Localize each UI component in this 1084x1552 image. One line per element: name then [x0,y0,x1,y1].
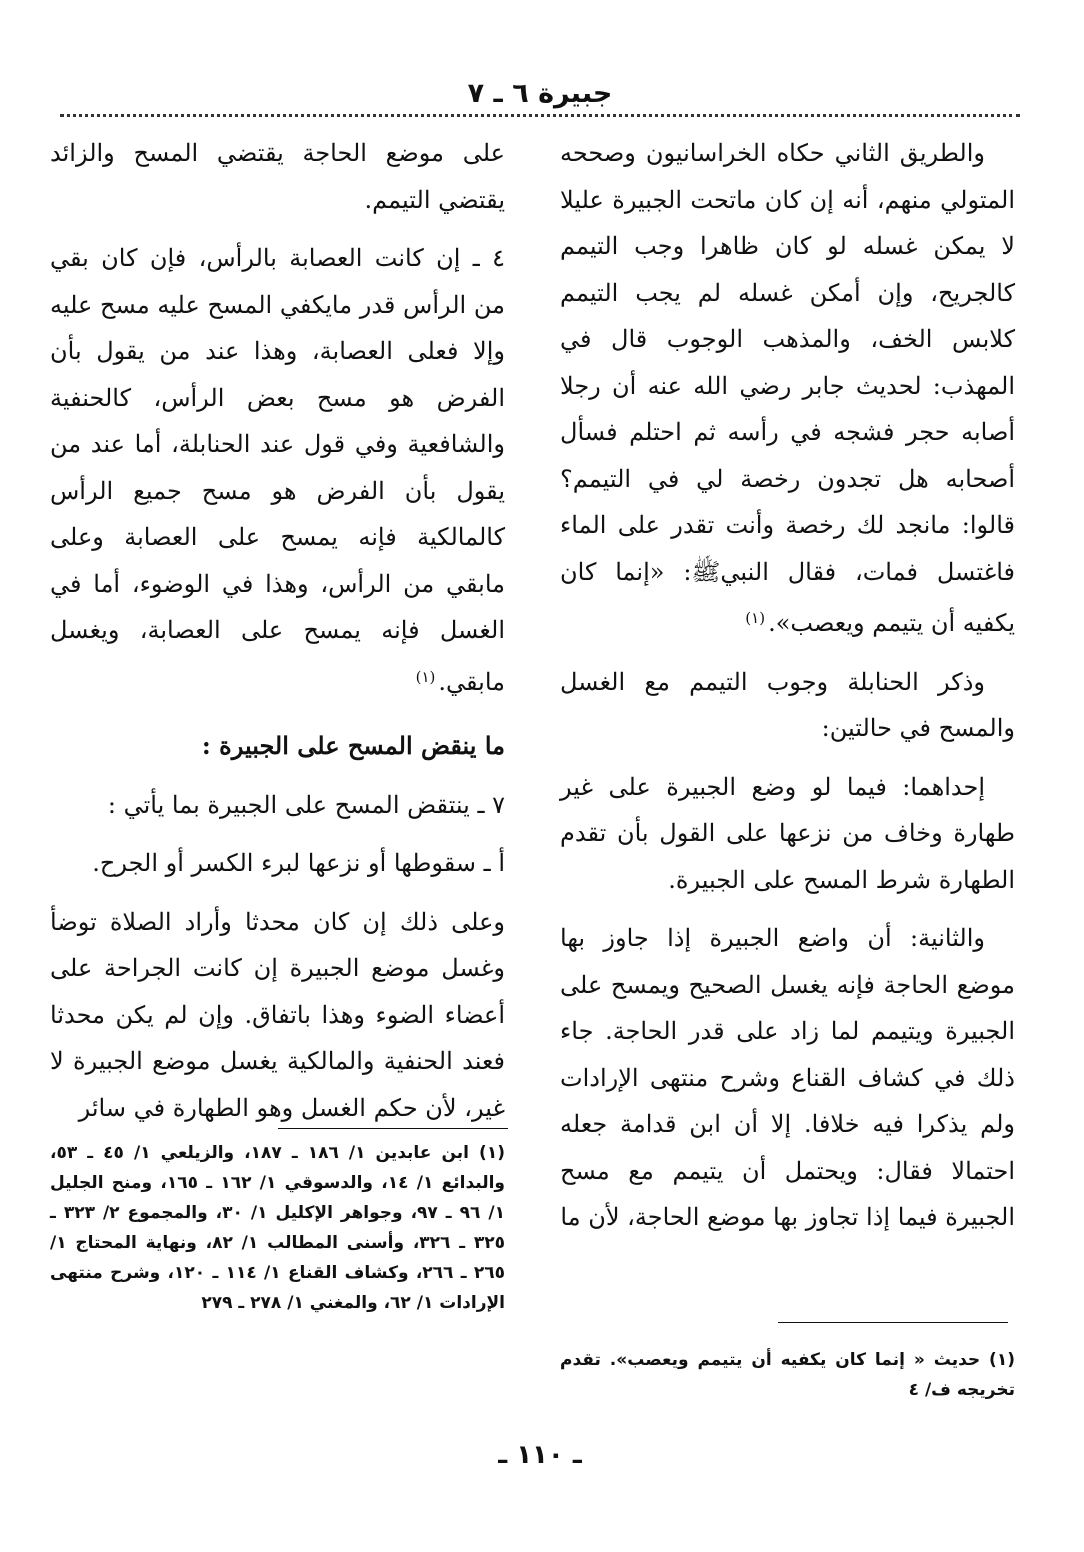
right-paragraph-2: وذكر الحنابلة وجوب التيمم مع الغسل والمسح في حالتين: [560,667,1015,742]
page-number: ـ ١١٠ ـ [498,1440,582,1470]
section-heading: ما ينقض المسح على الجبيرة : [201,731,505,760]
left-paragraph-2: ٤ ـ إن كانت العصابة بالرأس، فإن كان بقي من الرأس قدر مايكفي المسح عليه مسح عليه وإلا فعلى العصابة، وهذا عند من يقول بأن الفرض هو مسح بعض الرأس، كالحنفية والشافعية وفي قول عند الحنابلة، أما عند من يقول بأن الفرض هو مسح جميع الرأس كالمالكية فإنه يمسح على العصابة وعلى مابقي من الرأس، وهذا في الوضوء، أما في الغسل فإنه يمسح على العصابة، ويغسل مابقي.$^{(١)}$ [50,244,505,696]
left-paragraph-5: وعلى ذلك إن كان محدثا وأراد الصلاة توضأ وغسل موضع الجبيرة إن كانت الجراحة على أعضاء الضوء وهذا باتفاق. وإن لم يكن محدثا فعند الحنفية والمالكية يغسل موضع الجبيرة لا غير، لأن حكم الغسل وهو الطهارة في سائر [50,907,505,1122]
right-paragraph-3: إحداهما: فيما لو وضع الجبيرة على غير طهارة وخاف من نزعها على القول بأن تقدم الطهارة شرط المسح على الجبيرة. [560,772,1015,894]
page-header-title: جبيرة ٦ ـ ٧ [467,78,613,109]
header-dotted-rule [60,114,1020,117]
left-paragraph-1: على موضع الحاجة يقتضي المسح والزائد يقتضي التيمم. [50,139,505,214]
left-paragraph-4: أ ـ سقوطها أو نزعها لبرء الكسر أو الجرح. [92,849,505,877]
footnote-right: (١) حديث « إنما كان يكفيه أن يتيمم ويعصب». تقدم تخريجه ف/ ٤ [560,1350,1015,1400]
footnote-divider-right [778,1322,1008,1323]
footnote-ref: (١) [415,667,436,686]
footnote-ref: (١) [745,609,766,627]
right-column [560,130,1015,1241]
footnote-divider-left [278,1128,508,1129]
left-paragraph-3: ٧ ـ ينتقض المسح على الجبيرة بما يأتي : [107,790,505,819]
right-paragraph-1: والطريق الثاني حكاه الخراسانيون وصححه المتولي منهم، أنه إن كان ماتحت الجبيرة عليلا لا يمكن غسله لو كان ظاهرا وجب التيمم كالجريح، وإن أمكن غسله لم يجب التيمم كلابس الخف، والمذهب الوجوب قال في المهذب: لحديث جابر رضي الله عنه أن رجلا أصابه حجر فشجه في رأسه ثم احتلم فسأل أصحابه هل تجدون رخصة لي في التيمم؟ قالوا: مانجد لك رخصة وأنت تقدر على الماء فاغتسل فمات، فقال النبيﷺ: «إنما كان يكفيه أن يتيمم ويعصب».$^{(١)}$ [560,139,1015,637]
right-paragraph-4: والثانية: أن واضع الجبيرة إذا جاوز بها موضع الحاجة فإنه يغسل الصحيح ويمسح على الجبيرة ويتيمم لما زاد على قدر الحاجة. جاء ذلك في كشاف القناع وشرح منتهى الإرادات ولم يذكرا فيه خلافا. إلا أن ابن قدامة جعله احتمالا فقال: ويحتمل أن يتيمم مع مسح الجبيرة فيما إذا تجاوز بها موضع الحاجة، لأن ما [560,924,1016,1231]
footnote-left: (١) ابن عابدين ١/ ١٨٦ ـ ١٨٧، والزيلعي ١/ ٤٥ ـ ٥٣، والبدائع ١/ ١٤، والدسوقي ١/ ١٦٢ ـ ١٦٥، ومنح الجليل ١/ ٩٦ ـ ٩٧، وجواهر الإكليل ١/ ٣٠، والمجموع ٢/ ٣٢٣ ـ ٣٢٥ ـ ٣٢٦، وأسنى المطالب ١/ ٨٢، ونهاية المحتاج ١/ ٢٦٥ ـ ٢٦٦، وكشاف القناع ١/ ١١٤ ـ ١٢٠، وشرح منتهى الإرادات ١/ ٦٢، والمغني ١/ ٢٧٨ ـ ٢٧٩ [50,1143,505,1313]
left-column [50,130,505,1131]
